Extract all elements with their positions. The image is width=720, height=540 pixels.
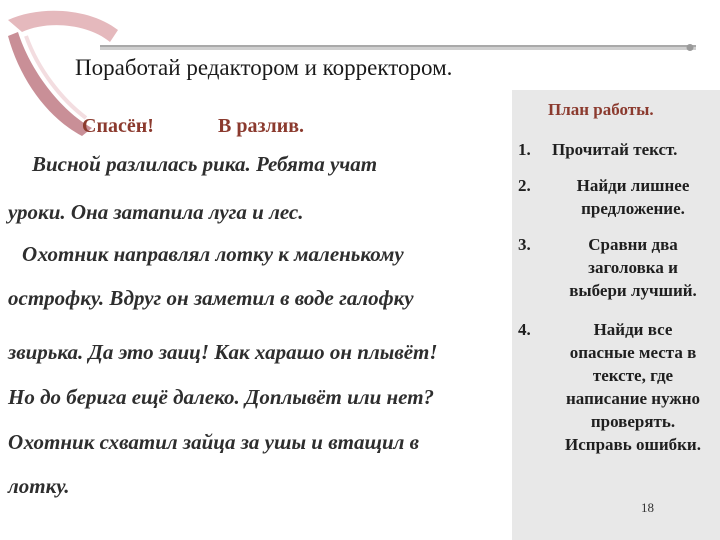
text-line: Но до берига ещё далеко. Доплывёт или нет? (8, 385, 435, 409)
plan-item-number: 4. (518, 320, 531, 339)
slide-title: Поработай редактором и корректором. (75, 55, 453, 80)
plan-item-text: Сравни два заголовка и выбери лучший. (569, 235, 697, 300)
text-line: Висной разлилась рика. Ребята учат (32, 152, 378, 176)
text-line: Охотник направлял лотку к маленькому (22, 242, 404, 266)
heading-option-1: Спасён! (82, 115, 154, 137)
plan-item-text: Найди лишнее предложение. (576, 176, 690, 218)
text-line: уроки. Она затапила луга и лес. (8, 200, 304, 224)
text-line: звирька. Да это заиц! Как харашо он плывёт! (8, 340, 438, 364)
text-line: лотку. (8, 474, 70, 498)
plan-title: План работы. (548, 100, 654, 119)
page-number: 18 (641, 500, 654, 515)
heading-option-2: В разлив. (218, 115, 305, 137)
plan-item-number: 2. (518, 176, 531, 195)
plan-item-number: 1. (518, 140, 531, 159)
text-line: острофку. Вдруг он заметил в воде галофку (8, 286, 414, 310)
plan-item-text: Прочитай текст. (552, 140, 678, 159)
header-rule (100, 38, 696, 45)
plan-item-number: 3. (518, 235, 531, 254)
plan-item-text: Найди все опасные места в тексте, где написание нужно проверять. Исправь ошибки. (565, 320, 701, 454)
text-line: Охотник схватил зайца за ушы и втащил в (8, 430, 420, 454)
